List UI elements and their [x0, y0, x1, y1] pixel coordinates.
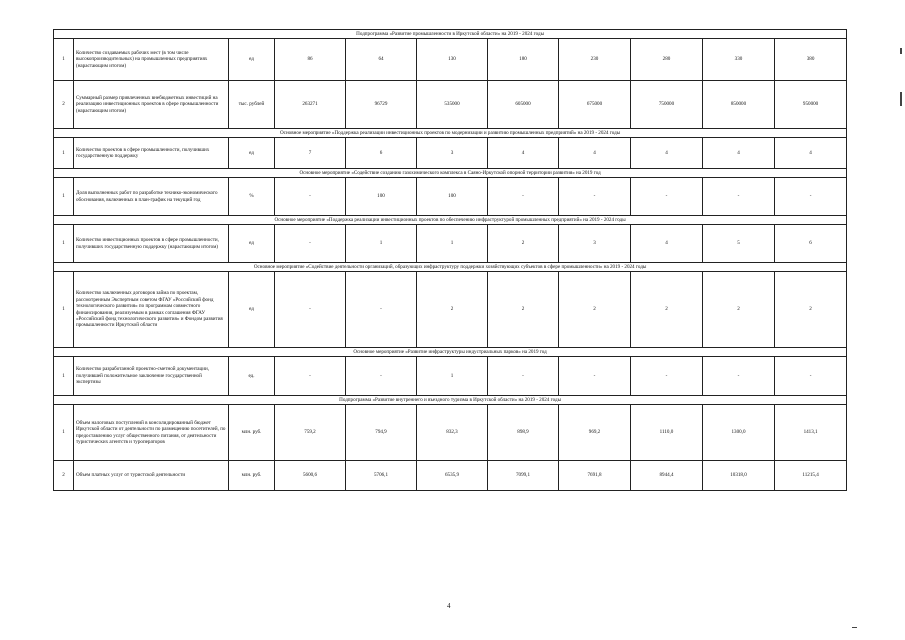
- table-row: [54, 81, 847, 129]
- value-cell: 4: [703, 138, 775, 169]
- value-cell: -: [275, 272, 346, 348]
- value-cell: 794,9: [346, 405, 417, 461]
- value-cell: 380: [775, 39, 847, 81]
- scan-mark: [900, 48, 902, 54]
- value-cell: 2: [559, 272, 631, 348]
- value-cell: 6: [775, 225, 847, 263]
- value-cell: 7: [275, 138, 346, 169]
- value-cell: -: [488, 178, 559, 216]
- value-cell: 2: [775, 272, 847, 348]
- section-header-row: [54, 263, 847, 272]
- indicator-name: Доля выполненных работ по разработке технико-экономического обоснования, включенных в план-график на текущий год: [74, 178, 229, 216]
- value-cell: 4: [488, 138, 559, 169]
- value-cell: 2: [417, 272, 488, 348]
- indicator-name: Суммарный размер привлеченных внебюджетных инвестиций на реализацию инвестиционных проектов в сфере промышленности (нарастающим итогом): [74, 81, 229, 129]
- value-cell: 750000: [631, 81, 703, 129]
- indicator-name: Количество заключенных договоров займа по проектам, рассмотренным Экспертным советом ФГАУ «Российский фонд технологического развития» по программам совместного финансирования, реализуемым в рамках соглашения ФГАУ «Российский фонд технологического развития» и Фондом развития промышленности Иркутской области: [74, 272, 229, 348]
- value-cell: 4: [559, 138, 631, 169]
- row-number: 1: [54, 357, 74, 396]
- section-header-row: [54, 129, 847, 138]
- value-cell: -: [346, 272, 417, 348]
- unit-cell: ед: [229, 225, 275, 263]
- value-cell: 2: [703, 272, 775, 348]
- unit-cell: ед: [229, 39, 275, 81]
- value-cell: 3: [417, 138, 488, 169]
- row-number: 1: [54, 272, 74, 348]
- table-row: [54, 357, 847, 396]
- value-cell: 6535,9: [417, 461, 488, 491]
- row-number: 1: [54, 39, 74, 81]
- value-cell: 11215,4: [775, 461, 847, 491]
- scan-mark: [852, 627, 857, 628]
- value-cell: 850000: [703, 81, 775, 129]
- row-number: 1: [54, 138, 74, 169]
- value-cell: 280: [631, 39, 703, 81]
- value-cell: -: [703, 357, 775, 396]
- unit-cell: ед: [229, 138, 275, 169]
- value-cell: -: [703, 178, 775, 216]
- section-title: Основное мероприятие «Содействие деятельности организаций, образующих инфраструктуру поддержки хозяйствующих субъектов в сфере промышленности» на 2019 - 2024 годы: [54, 263, 847, 272]
- value-cell: -: [775, 357, 847, 396]
- value-cell: 1300,0: [703, 405, 775, 461]
- value-cell: 4: [631, 138, 703, 169]
- value-cell: 230: [559, 39, 631, 81]
- value-cell: 3: [559, 225, 631, 263]
- value-cell: 100: [417, 178, 488, 216]
- value-cell: 96729: [346, 81, 417, 129]
- value-cell: 1110,0: [631, 405, 703, 461]
- value-cell: -: [631, 357, 703, 396]
- value-cell: 675000: [559, 81, 631, 129]
- value-cell: 832,3: [417, 405, 488, 461]
- value-cell: 1413,1: [775, 405, 847, 461]
- unit-cell: ед: [229, 272, 275, 348]
- unit-cell: млн. руб.: [229, 405, 275, 461]
- value-cell: 130: [417, 39, 488, 81]
- indicator-name: Объем платных услуг от туристской деятельности: [74, 461, 229, 491]
- value-cell: 263271: [275, 81, 346, 129]
- value-cell: 759,2: [275, 405, 346, 461]
- value-cell: 330: [703, 39, 775, 81]
- table-row: [54, 39, 847, 81]
- value-cell: -: [275, 357, 346, 396]
- value-cell: -: [775, 178, 847, 216]
- value-cell: -: [275, 225, 346, 263]
- table-row: [54, 178, 847, 216]
- value-cell: 7691,8: [559, 461, 631, 491]
- section-header-row: [54, 216, 847, 225]
- indicator-name: Количество создаваемых рабочих мест (в том числе высокопроизводительных) на промышленных предприятиях (нарастающим итогом): [74, 39, 229, 81]
- value-cell: 2: [631, 272, 703, 348]
- section-title: Основное мероприятие «Поддержка реализации инвестиционных проектов по модернизации и развитию промышленных предприятий» на 2019 - 2024 годы: [54, 129, 847, 138]
- value-cell: -: [559, 357, 631, 396]
- value-cell: 950000: [775, 81, 847, 129]
- table-row: [54, 461, 847, 491]
- value-cell: 2: [488, 272, 559, 348]
- unit-cell: ед.: [229, 357, 275, 396]
- value-cell: 5: [703, 225, 775, 263]
- value-cell: 4: [631, 225, 703, 263]
- value-cell: 4: [775, 138, 847, 169]
- value-cell: 898,9: [488, 405, 559, 461]
- section-title: Основное мероприятие «Поддержка реализации инвестиционных проектов по обеспечению инфраструктурой промышленных предприятий» на 2019 - 2024 годы: [54, 216, 847, 225]
- value-cell: -: [488, 357, 559, 396]
- section-title: Подпрограмма «Развитие промышленности в Иркутской области» на 2019 - 2024 годы: [54, 30, 847, 39]
- section-header-row: [54, 30, 847, 39]
- value-cell: 1: [346, 225, 417, 263]
- section-header-row: [54, 348, 847, 357]
- section-title: Подпрограмма «Развитие внутреннего и въездного туризма в Иркутской области» на 2019 - 2024 годы: [54, 396, 847, 405]
- section-title: Основное мероприятие «Развитие инфраструктуры индустриальных парков» на 2019 год: [54, 348, 847, 357]
- row-number: 1: [54, 405, 74, 461]
- value-cell: 64: [346, 39, 417, 81]
- section-title: Основное мероприятие «Содействие созданию газохимического комплекса в Саяно-Иркутской опорной территории развития» на 2019 год: [54, 169, 847, 178]
- indicator-name: Количество проектов в сфере промышленности, получивших государственную поддержку: [74, 138, 229, 169]
- value-cell: 2: [488, 225, 559, 263]
- unit-cell: млн. руб.: [229, 461, 275, 491]
- value-cell: 180: [488, 39, 559, 81]
- value-cell: -: [346, 357, 417, 396]
- table-body: [54, 30, 847, 491]
- value-cell: -: [275, 178, 346, 216]
- row-number: 2: [54, 81, 74, 129]
- indicators-table: [53, 29, 847, 491]
- indicator-name: Объем налоговых поступлений в консолидированный бюджет Иркутской области от деятельности по размещению посетителей, по предоставлению услуг общественного питания, от деятельности туристических агентств и туроператоров: [74, 405, 229, 461]
- value-cell: 1: [417, 357, 488, 396]
- unit-cell: %: [229, 178, 275, 216]
- value-cell: 605000: [488, 81, 559, 129]
- unit-cell: тыс. рублей: [229, 81, 275, 129]
- row-number: 2: [54, 461, 74, 491]
- table-row: [54, 225, 847, 263]
- value-cell: 10318,0: [703, 461, 775, 491]
- indicator-name: Количество разработанной проектно-сметной документации, получившей положительное заключение государственной экспертизы: [74, 357, 229, 396]
- table-row: [54, 138, 847, 169]
- value-cell: 969,2: [559, 405, 631, 461]
- value-cell: 535000: [417, 81, 488, 129]
- section-header-row: [54, 169, 847, 178]
- row-number: 1: [54, 225, 74, 263]
- value-cell: 86: [275, 39, 346, 81]
- table-row: [54, 405, 847, 461]
- value-cell: 7099,1: [488, 461, 559, 491]
- value-cell: -: [631, 178, 703, 216]
- section-header-row: [54, 396, 847, 405]
- value-cell: 100: [346, 178, 417, 216]
- value-cell: 6: [346, 138, 417, 169]
- value-cell: -: [559, 178, 631, 216]
- value-cell: 5600,6: [275, 461, 346, 491]
- table-row: [54, 272, 847, 348]
- value-cell: 5706,1: [346, 461, 417, 491]
- scan-mark: [900, 92, 902, 106]
- indicator-name: Количество инвестиционных проектов в сфере промышленности, получивших государственную поддержку (нарастающим итогом): [74, 225, 229, 263]
- value-cell: 1: [417, 225, 488, 263]
- value-cell: 8944,4: [631, 461, 703, 491]
- row-number: 1: [54, 178, 74, 216]
- page-number: 4: [447, 602, 451, 610]
